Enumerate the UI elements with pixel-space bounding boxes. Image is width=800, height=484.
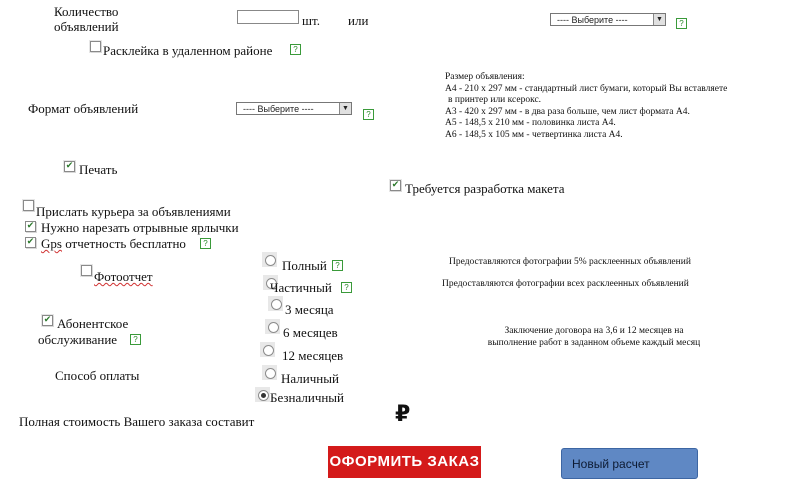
format-select[interactable] bbox=[236, 102, 352, 115]
subscription-label-line2: обслуживание bbox=[38, 332, 118, 347]
total-label: Полная стоимость Вашего заказа составит bbox=[19, 414, 255, 429]
sub-3-radio[interactable] bbox=[271, 299, 282, 310]
quantity-select[interactable] bbox=[550, 13, 666, 26]
quantity-unit: шт. bbox=[302, 13, 320, 28]
payment-cashless-radio[interactable] bbox=[258, 390, 269, 401]
help-icon[interactable]: ? bbox=[332, 260, 343, 271]
gps-label-rest: отчетность бесплатно bbox=[61, 236, 186, 251]
help-icon[interactable]: ? bbox=[341, 282, 352, 293]
design-checkbox[interactable]: ✔ bbox=[391, 180, 400, 190]
print-label: Печать bbox=[79, 162, 118, 177]
photo-partial-note: Предоставляются фотографии всех расклеенных объявлений bbox=[442, 279, 689, 289]
help-icon[interactable]: ? bbox=[290, 44, 301, 55]
size-info-a5: А5 - 148,5 х 210 мм - половинка листа А4. bbox=[445, 118, 616, 128]
help-icon[interactable]: ? bbox=[363, 109, 374, 120]
format-label: Формат объявлений bbox=[28, 101, 139, 116]
sub-3-label: 3 месяца bbox=[285, 302, 334, 317]
photo-checkbox[interactable] bbox=[81, 265, 92, 276]
payment-label: Способ оплаты bbox=[55, 368, 140, 383]
photo-full-note: Предоставляются фотографии 5% расклеенных объявлений bbox=[449, 257, 691, 267]
posting-remote-label: Расклейка в удаленном районе bbox=[103, 43, 273, 58]
subscription-label bbox=[38, 316, 129, 348]
gps-checkbox[interactable]: ✔ bbox=[26, 237, 35, 247]
quantity-select-value: ---- Выберите ---- bbox=[557, 15, 628, 25]
or-label: или bbox=[348, 13, 369, 28]
payment-cash-radio[interactable] bbox=[265, 368, 276, 379]
size-info-a6: А6 - 148,5 х 105 мм - четвертинка листа А4. bbox=[445, 129, 623, 140]
gps-label bbox=[41, 236, 186, 252]
format-select-value: ---- Выберите ---- bbox=[243, 104, 314, 114]
photo-partial-label: Частичный bbox=[270, 280, 332, 295]
chevron-down-icon: ▼ bbox=[653, 14, 665, 25]
subscription-checkbox[interactable]: ✔ bbox=[43, 315, 52, 325]
subscription-note-line2: выполнение работ в заданном объеме каждый месяц bbox=[487, 337, 701, 348]
size-info-a3: А3 - 420 х 297 мм - в два раза больше, чем лист формата А4. bbox=[445, 106, 690, 117]
size-info bbox=[445, 72, 727, 141]
subscription-note bbox=[462, 326, 726, 349]
subscription-label-line1: Абонентское bbox=[57, 316, 129, 331]
chevron-down-icon: ▼ bbox=[339, 103, 351, 114]
sub-6-label: 6 месяцев bbox=[283, 325, 338, 340]
quantity-input[interactable] bbox=[237, 10, 299, 24]
help-icon[interactable]: ? bbox=[130, 334, 141, 345]
sub-6-radio[interactable] bbox=[268, 322, 279, 333]
order-button[interactable]: ОФОРМИТЬ ЗАКАЗ bbox=[328, 446, 481, 478]
size-info-a4-cont: в принтер или ксерокс. bbox=[448, 95, 542, 105]
help-icon[interactable]: ? bbox=[676, 18, 687, 29]
print-checkbox[interactable]: ✔ bbox=[65, 161, 74, 171]
posting-remote-checkbox[interactable] bbox=[90, 41, 101, 52]
courier-checkbox[interactable] bbox=[23, 200, 34, 211]
design-label: Требуется разработка макета bbox=[405, 181, 565, 196]
tearoff-label: Нужно нарезать отрывные ярлычки bbox=[41, 220, 239, 235]
new-calc-button[interactable]: Новый расчет bbox=[561, 448, 698, 479]
photo-full-label: Полный bbox=[282, 258, 327, 273]
size-info-a4: А4 - 210 х 297 мм - стандартный лист бумаги, который Вы вставляете bbox=[445, 83, 728, 94]
payment-cash-label: Наличный bbox=[281, 371, 339, 386]
courier-label: Прислать курьера за объявлениями bbox=[36, 204, 231, 219]
photo-full-radio[interactable] bbox=[265, 255, 276, 266]
size-info-title: Размер объявления: bbox=[445, 72, 525, 82]
subscription-note-line1: Заключение договора на 3,6 и 12 месяцев на bbox=[504, 326, 684, 336]
quantity-label-line1: Количество bbox=[54, 4, 119, 19]
photo-label: Фотоотчет bbox=[94, 269, 153, 284]
ruble-icon: ₽ bbox=[395, 402, 411, 427]
sub-12-radio[interactable] bbox=[263, 345, 274, 356]
quantity-label-line2: объявлений bbox=[54, 19, 119, 34]
quantity-label bbox=[54, 4, 119, 34]
help-icon[interactable]: ? bbox=[200, 238, 211, 249]
sub-12-label: 12 месяцев bbox=[282, 348, 344, 363]
gps-label-prefix: Gps bbox=[41, 236, 62, 251]
tearoff-checkbox[interactable]: ✔ bbox=[26, 221, 35, 231]
payment-cashless-label: Безналичный bbox=[270, 390, 345, 405]
